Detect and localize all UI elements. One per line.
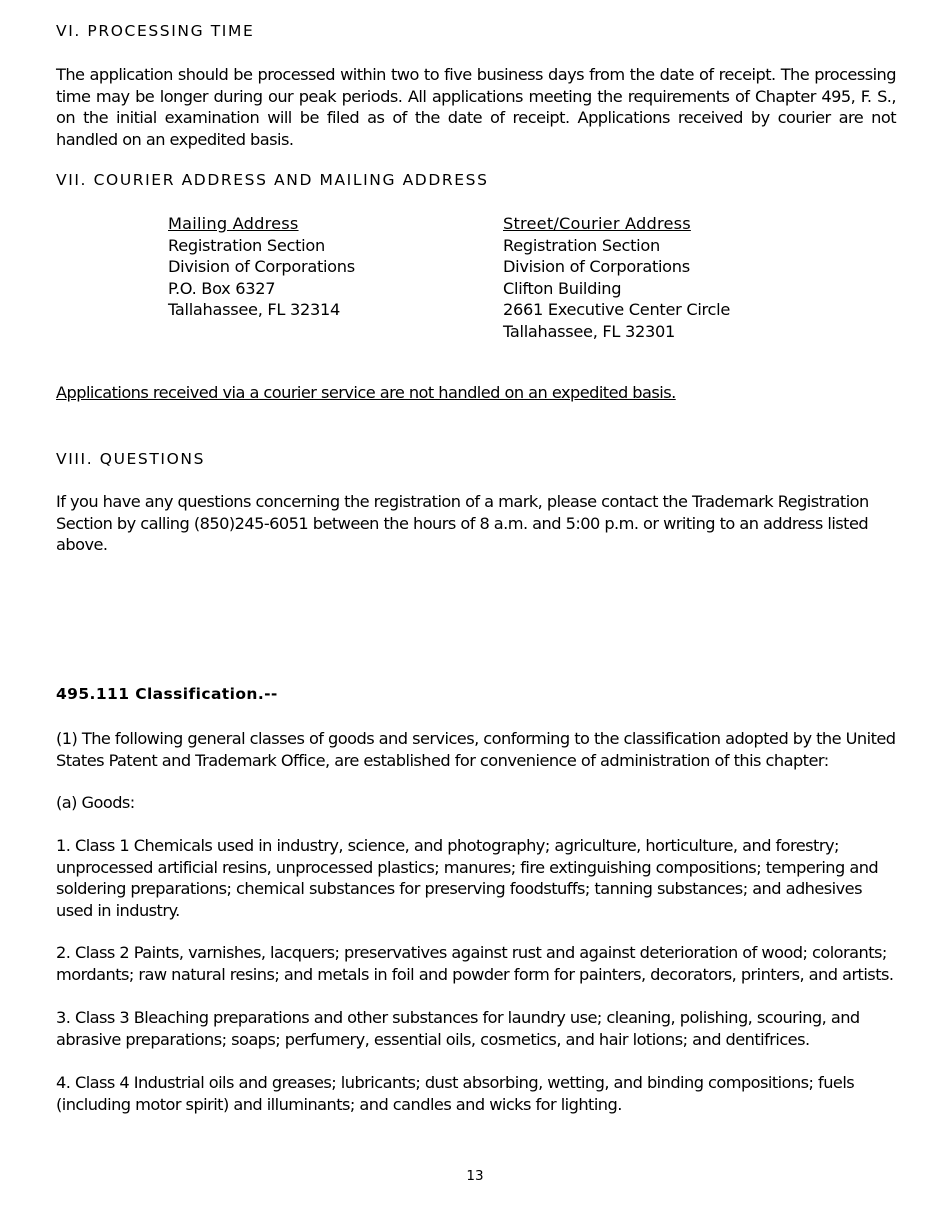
- courier-notice: Applications received via a courier service are not handled on an expedited basis.: [56, 383, 676, 402]
- classification-intro: (1) The following general classes of goods and services, conforming to the classification adopted by the United States Patent and Trademark Office, are established for convenience of administration of this chapter:: [56, 729, 896, 770]
- mailing-address-line: Division of Corporations: [168, 257, 355, 276]
- class-item: 4. Class 4 Industrial oils and greases; lubricants; dust absorbing, wetting, and binding compositions; fuels (including motor spirit) and illuminants; and candles and wicks for lighting.: [56, 1073, 855, 1114]
- goods-subheading: (a) Goods:: [56, 793, 135, 812]
- courier-address-line: Tallahassee, FL 32301: [503, 321, 675, 341]
- classification-heading: 495.111 Classification.--: [56, 685, 278, 703]
- courier-address-line: Registration Section: [503, 235, 660, 255]
- class-item: 2. Class 2 Paints, varnishes, lacquers; preservatives against rust and against deterioration of wood; colorants; mordants; raw natural resins; and metals in foil and powder form for painters, decorators, printers, and artists.: [56, 943, 894, 984]
- courier-address-block: [503, 213, 730, 342]
- mailing-address-line: P.O. Box 6327: [168, 278, 276, 298]
- mailing-address-line: Registration Section: [168, 235, 325, 255]
- mailing-address-caption: Mailing Address: [168, 214, 299, 233]
- section-heading-addresses: VII. COURIER ADDRESS AND MAILING ADDRESS: [56, 171, 489, 189]
- mailing-address-block: [168, 213, 355, 321]
- courier-address-line: Clifton Building: [503, 278, 622, 298]
- section-heading-processing-time: VI. PROCESSING TIME: [56, 22, 255, 40]
- courier-address-caption: Street/Courier Address: [503, 214, 691, 233]
- section-heading-questions: VIII. QUESTIONS: [56, 450, 206, 468]
- page-number: 13: [466, 1168, 484, 1184]
- questions-paragraph: If you have any questions concerning the registration of a mark, please contact the Trademark Registration Section by calling (850)245-6051 between the hours of 8 a.m. and 5:00 p.m. or writing to an address listed above.: [56, 492, 869, 554]
- class-item: 1. Class 1 Chemicals used in industry, science, and photography; agriculture, horticulture, and forestry; unprocessed artificial resins, unprocessed plastics; manures; fire extinguishing compositions; tempering and soldering preparations; chemical substances for preserving foodstuffs; tanning substances; and adhesives used in industry.: [56, 836, 879, 920]
- processing-time-paragraph: The application should be processed within two to five business days from the date of receipt. The processing time may be longer during our peak periods. All applications meeting the requirements of Chapter 495, F. S., on the initial examination will be filed as of the date of receipt. Applications received by courier are not handled on an expedited basis.: [56, 65, 896, 149]
- courier-address-line: Division of Corporations: [503, 257, 690, 276]
- class-item: 3. Class 3 Bleaching preparations and other substances for laundry use; cleaning, polishing, scouring, and abrasive preparations; soaps; perfumery, essential oils, cosmetics, and hair lotions; and dentifrices.: [56, 1008, 860, 1049]
- mailing-address-line: Tallahassee, FL 32314: [168, 300, 340, 319]
- courier-address-line: 2661 Executive Center Circle: [503, 300, 730, 319]
